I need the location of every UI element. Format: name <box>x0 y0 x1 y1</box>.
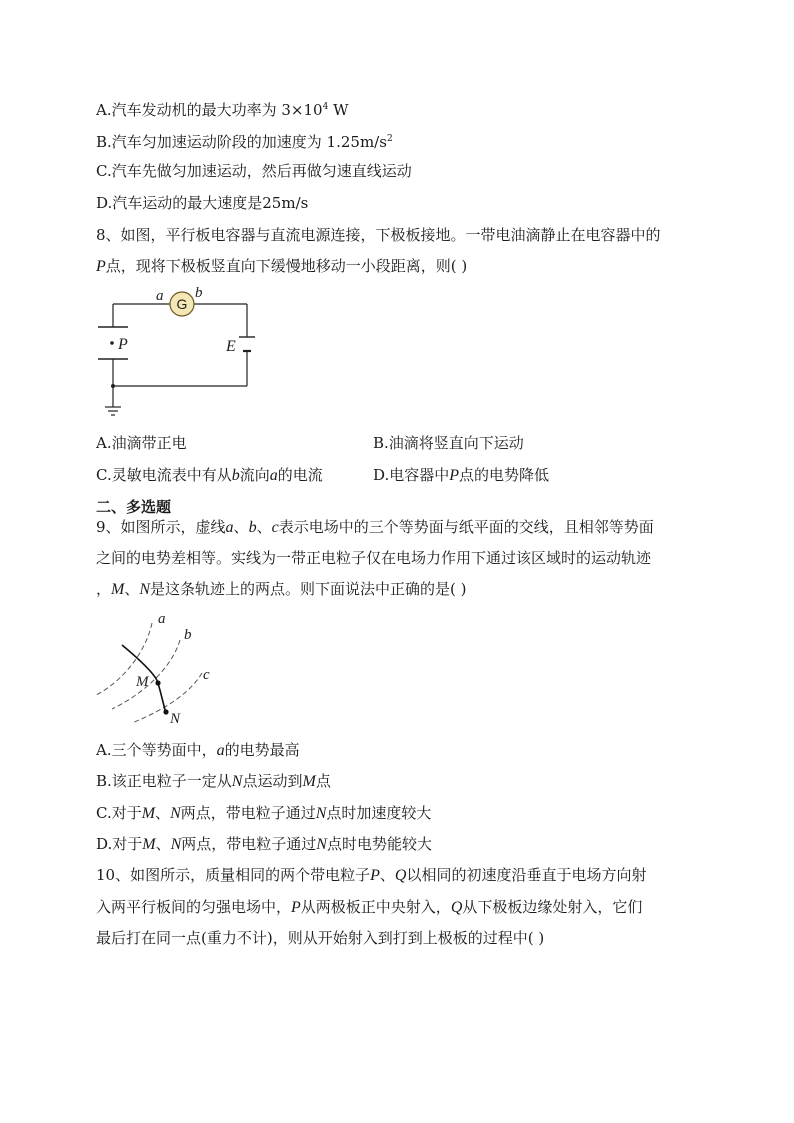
q8-option-c-text3: 的电流 <box>277 466 323 484</box>
q10-text2: 以相同的初速度沿垂直于电场方向射 <box>406 866 647 884</box>
q8-option-c-text1: C.灵敏电流表中有从 <box>96 466 232 484</box>
q9-option-a-text1: A.三个等势面中， <box>96 741 217 759</box>
label-p: P <box>118 336 128 353</box>
q8-option-d-text1: D.电容器中 <box>373 466 450 484</box>
q9-option-a-text2: 的电势最高 <box>224 741 300 759</box>
q8-stem-line2-text: 点，现将下极板竖直向下缓慢地移动一小段距离，则( ) <box>105 257 468 275</box>
q10-text1: 10、如图所示，质量相同的两个带电粒子 <box>96 866 371 884</box>
q9-stem-line1 <box>96 517 654 538</box>
q7-option-c: C.汽车先做匀加速运动，然后再做匀速直线运动 <box>96 162 412 180</box>
q7-option-a <box>96 97 349 120</box>
q9-option-c-text3: 点时加速度较大 <box>326 804 432 822</box>
q7-option-a-text: A.汽车发动机的最大功率为 3×10 <box>96 101 323 119</box>
q8-option-c-text2: 流向 <box>239 466 270 484</box>
q8-option-d-var-p: P <box>449 467 460 484</box>
q8-option-d <box>373 465 549 486</box>
q9-equipotential-figure <box>90 605 230 730</box>
q9-option-a-var: a <box>216 742 225 759</box>
q8-circuit-figure <box>90 285 270 425</box>
q9-option-b-var-m: M <box>302 773 316 790</box>
galvanometer-label: G <box>176 296 188 312</box>
q10-l2-text3: 从下极板边缘处射入，它们 <box>462 898 643 916</box>
q9-option-d-text3: 点时电势能较大 <box>326 835 432 853</box>
q8-stem-line2 <box>96 256 467 277</box>
q9-var-m: M <box>111 581 125 598</box>
curve-label-c: c <box>203 667 210 683</box>
q8-option-a: A.油滴带正电 <box>96 434 187 452</box>
q9-option-c-sep: 、 <box>155 804 171 822</box>
section-multiple-choice-heading: 二、多选题 <box>96 498 172 516</box>
q7-option-b-exponent: 2 <box>386 134 393 144</box>
q10-stem-line2 <box>96 897 642 918</box>
q9-option-c-text2: 两点，带电粒子通过 <box>180 804 316 822</box>
q9-option-c-var-n2: N <box>315 805 327 822</box>
label-e: E <box>226 338 236 355</box>
q9-option-b-var-n: N <box>231 773 243 790</box>
q9-var-c: c <box>271 519 279 536</box>
q10-l2-text2: 从两极板正中央射入， <box>300 898 451 916</box>
q10-stem-line3: 最后打在同一点(重力不计)，则从开始射入到打到上极板的过程中( ) <box>96 929 545 947</box>
label-b: b <box>195 285 203 301</box>
q10-stem-line1 <box>96 865 646 886</box>
q8-option-c-var-b: b <box>231 467 240 484</box>
q7-option-a-exponent: 4 <box>322 102 329 112</box>
q8-var-p: P <box>96 258 106 275</box>
q9-option-d-text2: 两点，带电粒子通过 <box>181 835 317 853</box>
q9-option-d-var-m: M <box>142 836 156 853</box>
label-a: a <box>156 288 164 304</box>
q7-option-d: D.汽车运动的最大速度是25m/s <box>96 194 309 212</box>
q9-l3-comma: ， <box>96 580 112 598</box>
q10-sep: 、 <box>379 866 395 884</box>
q9-var-n: N <box>139 581 151 598</box>
q9-option-c-var-m: M <box>141 805 156 822</box>
point-label-m: M <box>136 674 149 690</box>
q10-l2-var-q: Q <box>450 899 463 916</box>
q9-var-a: a <box>225 519 234 536</box>
q9-var-b: b <box>248 519 257 536</box>
q9-text1: 9、如图所示，虚线 <box>96 518 226 536</box>
q9-option-d-sep: 、 <box>155 835 171 853</box>
q7-option-a-unit: W <box>328 101 349 119</box>
q9-option-d-var-n: N <box>170 836 182 853</box>
q9-l3-sep: 、 <box>124 580 140 598</box>
q9-stem-line2: 之间的电势差相等。实线为一带正电粒子仅在电场力作用下通过该区域时的运动轨迹 <box>96 549 652 567</box>
curve-label-b: b <box>184 627 192 643</box>
q9-option-d <box>96 834 432 855</box>
curve-label-a: a <box>158 611 166 627</box>
q9-option-d-text1: D.对于 <box>96 835 143 853</box>
q8-option-c-var-a: a <box>269 467 278 484</box>
q9-stem-line3 <box>96 579 467 600</box>
q9-option-a <box>96 740 300 761</box>
q10-var-p: P <box>370 867 380 884</box>
q9-option-d-var-n2: N <box>316 836 327 853</box>
q9-text2: 表示电场中的三个等势面与纸平面的交线，且相邻等势面 <box>278 518 654 536</box>
q7-option-b <box>96 129 393 152</box>
q10-var-q: Q <box>394 867 407 884</box>
q8-option-c <box>96 465 323 486</box>
point-label-n: N <box>170 711 181 727</box>
q9-sep1: 、 <box>233 518 249 536</box>
q9-option-b-text1: B.该正电粒子一定从 <box>96 772 232 790</box>
q9-option-b-text2: 点运动到 <box>242 772 303 790</box>
q9-option-b <box>96 771 331 792</box>
q8-option-d-text2: 点的电势降低 <box>459 466 550 484</box>
q9-option-c-var-n: N <box>170 805 181 822</box>
q9-sep2: 、 <box>256 518 272 536</box>
q9-option-c <box>96 803 431 824</box>
q8-stem-line1: 8、如图，平行板电容器与直流电源连接，下极板接地。一带电油滴静止在电容器中的 <box>96 226 661 244</box>
q10-l2-var-p: P <box>291 899 301 916</box>
q9-option-c-text1: C.对于 <box>96 804 142 822</box>
q7-option-b-text: B.汽车匀加速运动阶段的加速度为 1.25m/s <box>96 133 387 151</box>
q8-option-b: B.油滴将竖直向下运动 <box>373 434 524 452</box>
q9-l3-text: 是这条轨迹上的两点。则下面说法中正确的是( ) <box>150 580 467 598</box>
q10-l2-text1: 入两平行板间的匀强电场中， <box>96 898 292 916</box>
q9-option-b-text3: 点 <box>315 772 331 790</box>
